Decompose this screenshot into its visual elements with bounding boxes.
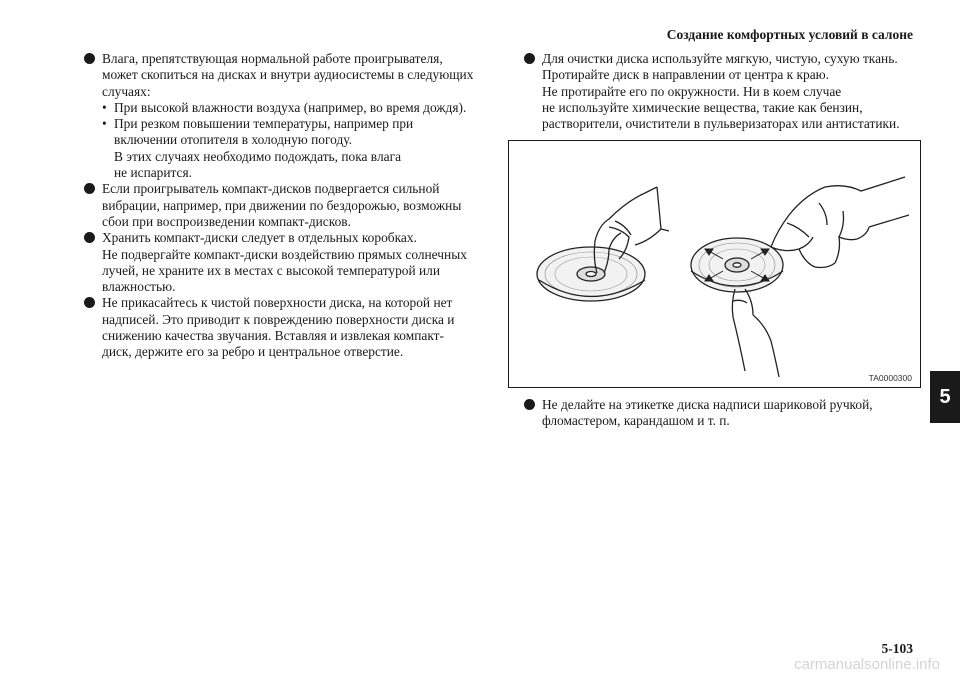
disc-right-icon	[691, 238, 783, 292]
disc-left-icon	[537, 247, 645, 301]
text-line: включении отопителя в холодную погоду.	[114, 132, 352, 148]
text-line: сбои при воспроизведении компакт-дисков.	[102, 213, 351, 229]
bullet-labeling	[524, 397, 924, 430]
disc-handling-illustration	[508, 140, 921, 388]
text-line: При высокой влажности воздуха (например, во время дождя).	[114, 99, 467, 115]
left-column	[84, 51, 484, 361]
watermark-text: carmanualsonline.info	[794, 656, 940, 673]
text-line: фломастером, карандашом и т. п.	[542, 413, 730, 429]
text-line: растворители, очистители в пульверизаторах или антистатики.	[542, 116, 900, 132]
subitem-humidity	[102, 100, 484, 116]
text-line: При резком повышении температуры, например при	[114, 116, 414, 132]
bullet-cleaning	[524, 51, 924, 132]
chapter-tab: 5	[930, 371, 960, 423]
illustration-svg	[509, 141, 920, 387]
hand-bottom-icon	[732, 289, 779, 377]
bullet-dot-icon	[524, 53, 535, 64]
sub-bullet-icon: •	[102, 116, 107, 132]
text-line: диск, держите его за ребро и центральное отверстие.	[102, 344, 404, 360]
hand-cloth-icon	[771, 177, 909, 268]
bullet-dot-icon	[84, 232, 95, 243]
bullet-no-writing	[524, 397, 924, 430]
text-line: Для очистки диска используйте мягкую, чистую, сухую ткань.	[542, 51, 898, 66]
bullet-moisture	[84, 51, 484, 181]
bullet-dot-icon	[84, 53, 95, 64]
text-line: Не подвергайте компакт-диски воздействию прямых солнечных	[102, 246, 467, 262]
bullet-dot-icon	[84, 183, 95, 194]
text-line: влажностью.	[102, 279, 176, 295]
subitem-temperature	[102, 116, 484, 181]
text-line: не используйте химические вещества, такие как бензин,	[542, 99, 863, 115]
text-line: лучей, не храните их в местах с высокой температурой или	[102, 262, 441, 278]
text-line: Не прикасайтесь к чистой поверхности диска, на которой нет	[102, 295, 453, 311]
bullet-dot-icon	[524, 399, 535, 410]
bullet-dot-icon	[84, 297, 95, 308]
text-line: не испарится.	[114, 165, 193, 181]
text-line: Влага, препятствующая нормальной работе проигрывателя,	[102, 51, 443, 66]
page-header-title: Создание комфортных условий в салоне	[666, 27, 913, 42]
text-line: снижению качества звучания. Вставляя и извлекая компакт-	[102, 328, 444, 344]
bullet-storage	[84, 230, 484, 295]
text-line: Хранить компакт-диски следует в отдельных коробках.	[102, 230, 417, 246]
figure-code: TA0000300	[868, 373, 912, 383]
text-line: В этих случаях необходимо подождать, пока влага	[114, 148, 402, 164]
text-line: случаях:	[102, 83, 151, 99]
text-line: Не протирайте его по окружности. Ни в коем случае	[542, 83, 842, 99]
right-column	[524, 51, 924, 132]
bullet-vibration	[84, 181, 484, 230]
text-line: надписей. Это приводит к повреждению поверхности диска и	[102, 311, 455, 327]
sub-bullet-icon: •	[102, 99, 107, 115]
text-line: Если проигрыватель компакт-дисков подвергается сильной	[102, 181, 440, 197]
page-number: 5-103	[881, 641, 913, 656]
text-line: может скопиться на дисках и внутри аудиосистемы в следующих	[102, 67, 474, 83]
bullet-handling	[84, 295, 484, 360]
text-line: Протирайте диск в направлении от центра к краю.	[542, 67, 829, 83]
text-line: Не делайте на этикетке диска надписи шариковой ручкой,	[542, 397, 873, 412]
text-line: вибрации, например, при движении по бездорожью, возможны	[102, 197, 462, 213]
